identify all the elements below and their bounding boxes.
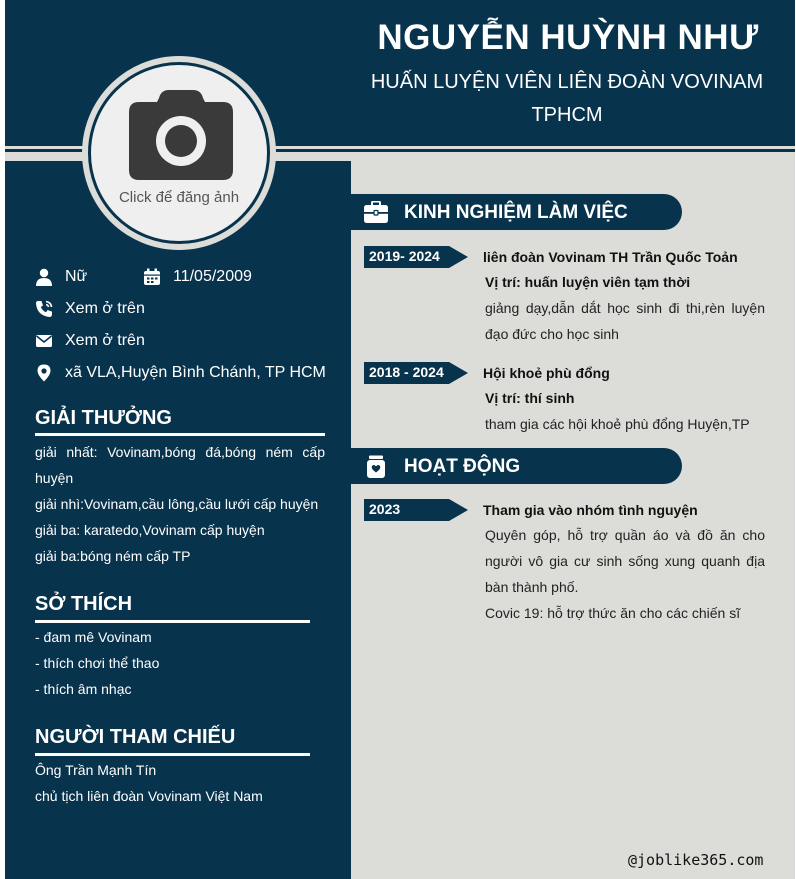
hobby-item[interactable]: - thích âm nhạc: [35, 681, 132, 697]
activity-jar-icon: [363, 455, 389, 479]
date-tag-arrow: [449, 246, 468, 268]
envelope-icon: [35, 332, 53, 350]
activity-org[interactable]: Tham gia vào nhóm tình nguyện: [483, 502, 698, 518]
hobbies-heading[interactable]: SỞ THÍCH: [35, 593, 133, 615]
phone-value[interactable]: Xem ở trên: [65, 300, 145, 317]
awards-item[interactable]: giải nhất: Vovinam,bóng đá,bóng ném cấp huyện: [35, 444, 325, 486]
references-underline: [35, 753, 310, 756]
awards-heading[interactable]: GIẢI THƯỞNG: [35, 407, 172, 429]
photo-upload-label: Click để đăng ảnh: [118, 189, 240, 206]
hobbies-underline: [35, 620, 310, 623]
experience-position[interactable]: Vị trí: thí sinh: [485, 390, 575, 406]
experience-date[interactable]: 2018 - 2024: [369, 364, 444, 380]
address-value[interactable]: xã VLA,Huyện Bình Chánh, TP HCM: [65, 364, 326, 381]
activities-header: [351, 448, 682, 484]
experience-description[interactable]: giảng dạy,dẫn dắt học sinh đi thi,rèn luyện đạo đức cho học sinh: [485, 300, 765, 342]
experience-heading[interactable]: KINH NGHIỆM LÀM VIỆC: [404, 202, 628, 223]
activities-heading[interactable]: HOẠT ĐỘNG: [404, 456, 521, 477]
experience-org[interactable]: Hội khoẻ phù đổng: [483, 365, 610, 381]
phone-icon: [35, 300, 53, 318]
awards-item[interactable]: giải ba:bóng ném cấp TP: [35, 548, 191, 564]
hobby-item[interactable]: - thích chơi thể thao: [35, 655, 160, 671]
activity-date[interactable]: 2023: [369, 501, 401, 517]
calendar-icon: [143, 268, 161, 286]
briefcase-icon: [363, 201, 389, 225]
candidate-title[interactable]: HUẤN LUYỆN VIÊN LIÊN ĐOÀN VOVINAM TPHCM: [370, 71, 764, 126]
awards-item[interactable]: giải nhì:Vovinam,cầu lông,cầu lưới cấp huyện: [35, 496, 319, 512]
experience-org[interactable]: liên đoàn Vovinam TH Trần Quốc Toản: [483, 249, 738, 265]
reference-name[interactable]: Ông Trần Mạnh Tín: [35, 762, 157, 778]
resume-page: [5, 0, 795, 879]
gender-value[interactable]: Nữ: [65, 268, 88, 285]
candidate-name[interactable]: NGUYỄN HUỲNH NHƯ: [377, 18, 759, 57]
email-value[interactable]: Xem ở trên: [65, 332, 145, 349]
reference-role[interactable]: chủ tịch liên đoàn Vovinam Việt Nam: [35, 788, 263, 804]
date-tag-arrow: [449, 499, 468, 521]
experience-position[interactable]: Vị trí: huấn luyện viên tạm thời: [485, 274, 691, 290]
photo-upload[interactable]: [88, 62, 270, 244]
user-icon: [35, 268, 53, 286]
experience-description[interactable]: tham gia các hội khoẻ phù đổng Huyện,TP: [485, 416, 750, 432]
awards-item[interactable]: giải ba: karatedo,Vovinam cấp huyện: [35, 522, 265, 538]
birthdate-value[interactable]: 11/05/2009: [173, 268, 252, 285]
experience-date[interactable]: 2019- 2024: [369, 248, 440, 264]
awards-underline: [35, 433, 325, 436]
experience-header: [351, 194, 682, 230]
references-heading[interactable]: NGƯỜI THAM CHIẾU: [35, 726, 236, 748]
watermark: @joblike365.com: [628, 851, 764, 869]
activity-description[interactable]: Covic 19: hỗ trợ thức ăn cho các chiến sĩ: [485, 605, 741, 621]
hobby-item[interactable]: - đam mê Vovinam: [35, 629, 152, 645]
activity-description[interactable]: Quyên góp, hỗ trợ quần áo và đồ ăn cho người vô gia cư sinh sống xung quanh địa bàn thành phố.: [485, 527, 765, 595]
map-pin-icon: [35, 364, 53, 382]
camera-icon: [129, 90, 233, 180]
date-tag-arrow: [449, 362, 468, 384]
